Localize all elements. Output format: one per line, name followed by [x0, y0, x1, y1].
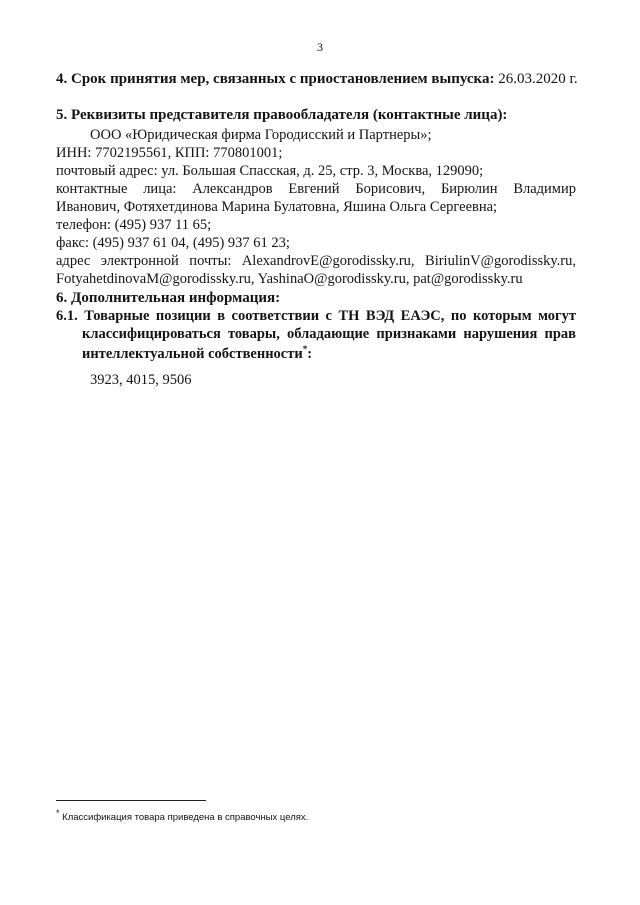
- section-6-1-line-3-text: интеллектуальной собственности: [82, 345, 303, 362]
- postal-address: почтовый адрес: ул. Большая Спасская, д. 25, стр. 3, Москва, 129090;: [56, 163, 484, 179]
- page-number: 3: [317, 40, 323, 54]
- inn-kpp: ИНН: 7702195561, КПП: 770801001;: [56, 145, 283, 161]
- footnote-divider: [56, 800, 206, 801]
- fax: факс: (495) 937 61 04, (495) 937 61 23;: [56, 235, 290, 251]
- section-6-1-line-3: [82, 344, 312, 363]
- section-6-1-line-1: 6.1. Товарные позиции в соответствии с ТН ВЭД ЕАЭС, по которым могут: [56, 308, 576, 324]
- section-4: [56, 71, 578, 88]
- section-6-heading: 6. Дополнительная информация:: [56, 290, 281, 306]
- email-line-1: адрес электронной почты: AlexandrovE@gorodissky.ru, BiriulinV@gorodissky.ru,: [56, 253, 576, 269]
- section-6-1-line-2: классифицироваться товары, обладающие признаками нарушения прав: [82, 326, 576, 342]
- section-6-1-colon: :: [307, 345, 313, 362]
- footnote-text: Классификация товара приведена в справочных целях.: [62, 812, 309, 824]
- section-5-heading: 5. Реквизиты представителя правообладателя (контактные лица):: [56, 107, 508, 123]
- email-line-2: FotyahetdinovaM@gorodissky.ru, YashinaO@gorodissky.ru, pat@gorodissky.ru: [56, 271, 523, 287]
- section-4-date: 26.03.2020 г.: [498, 71, 578, 87]
- contacts-line-2: Иванович, Фотяхетдинова Марина Булатовна, Яшина Ольга Сергеевна;: [56, 199, 498, 215]
- phone: телефон: (495) 937 11 65;: [56, 217, 212, 233]
- tariff-codes: 3923, 4015, 9506: [90, 372, 192, 388]
- footnote: [56, 808, 308, 823]
- section-4-label: 4. Срок принятия мер, связанных с приостановлением выпуска:: [56, 71, 495, 87]
- footnote-reference: *: [302, 344, 308, 354]
- representative-org: ООО «Юридическая фирма Городисский и Партнеры»;: [90, 127, 432, 143]
- footnote-mark: *: [56, 808, 60, 818]
- contacts-line-1: контактные лица: Александров Евгений Борисович, Бирюлин Владимир: [56, 181, 576, 197]
